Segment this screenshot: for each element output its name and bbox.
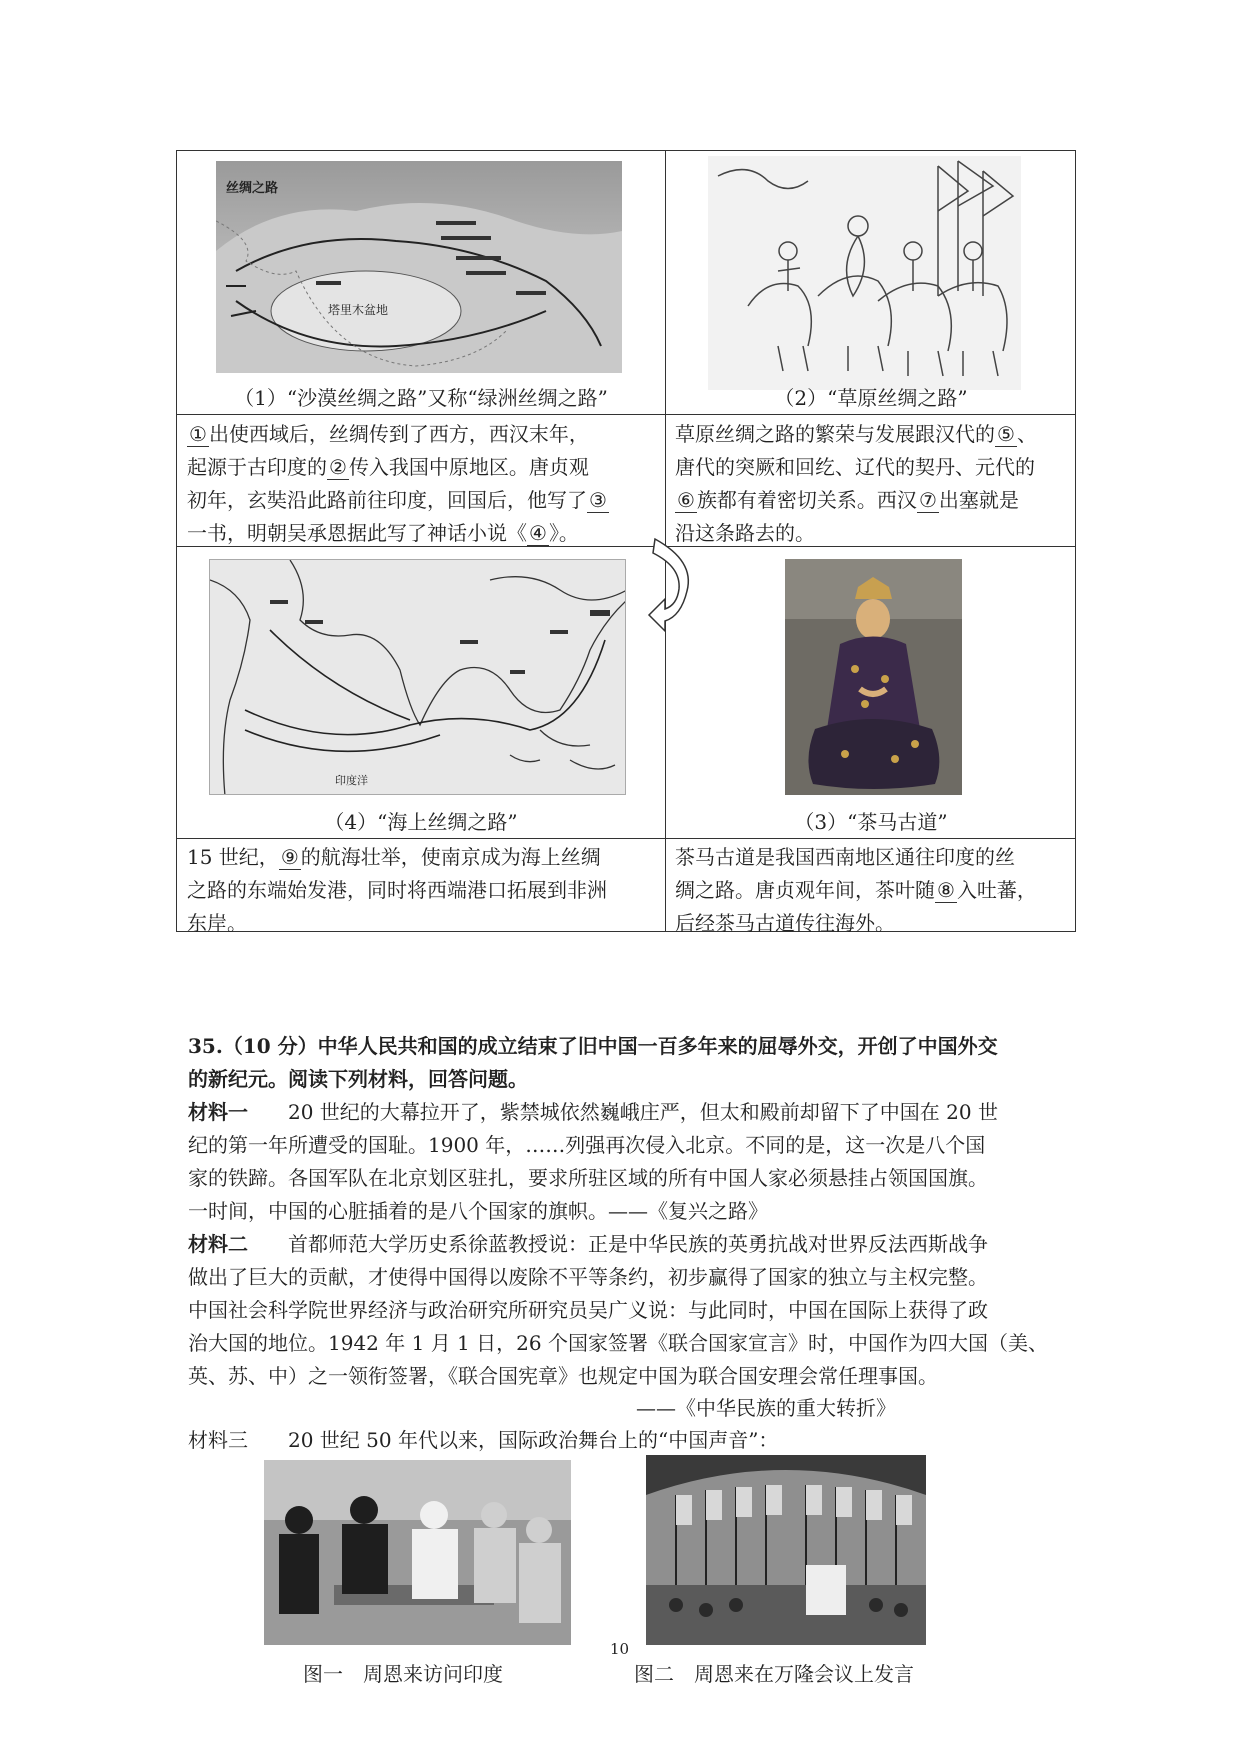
table-divider [177,414,1075,415]
text-line [187,907,657,940]
text-segment: 传入我国中原地区。唐贞观 [348,455,589,479]
blank-1: ① [189,422,207,446]
text-segment: 绸之路。唐贞观年间，茶叶随 [675,878,935,902]
map-title: 丝绸之路 [226,181,279,196]
text-line [675,484,1070,517]
blank-7: ⑦ [918,488,937,512]
text-line [187,874,657,907]
blank-6: ⑥ [677,488,695,512]
text-line [675,841,1070,874]
question-heading-line1: 35.（10 分）中华人民共和国的成立结束了旧中国一百多年来的屈辱外交，开创了中国外交 [188,1034,998,1058]
material-two-line: 英、苏、中）之一领衔签署，《联合国宪章》也规定中国为联合国安理会常任理事国。 [188,1364,938,1388]
grassland-caravan-drawing [708,156,1021,390]
text-segment: 15 世纪， [187,845,279,869]
text-segment: 的航海壮举，使南京成为海上丝绸 [300,845,601,869]
text-segment: 出使西域后，丝绸传到了西方，西汉末年， [208,422,589,446]
material-two-line: 首都师范大学历史系徐蓝教授说：正是中华民族的英勇抗战对世界反法西斯战争 [288,1232,988,1256]
text-line [675,451,1070,484]
material-two-line: 治大国的地位。1942 年 1 月 1 日，26 个国家签署《联合国家宣言》时，中国作为四大国（美、 [188,1331,1048,1355]
question-heading-line2: 的新纪元。阅读下列材料，回答问题。 [188,1067,528,1091]
blank-4: ④ [529,521,547,545]
material-three-label: 材料三 [188,1428,248,1452]
material-one-line: 纪的第一年所遭受的国耻。1900 年，……列强再次侵入北京。不同的是，这一次是八个国 [188,1133,986,1157]
table-divider [177,838,1075,839]
text-segment: 族都有着密切关系。西汉 [696,488,917,512]
text-segment: 一书，明朝吴承恩据此写了神话小说《 [187,521,527,545]
text-line [675,907,1070,940]
text-segment: 、 [1016,422,1037,446]
text-segment: 起源于古印度的 [187,455,327,479]
material-two-source: ——《中华民族的重大转折》 [636,1396,896,1420]
page-number: 10 [610,1640,630,1658]
material-one-line: 家的铁蹄。各国军队在北京划区驻扎，要求所驻区域的所有中国人家必须悬挂占领国国旗。 [188,1166,988,1190]
material-one-line: 一时间，中国的心脏插着的是八个国家的旗帜。——《复兴之路》 [188,1199,768,1223]
cell2-text [675,418,1070,550]
text-segment: 茶马古道是我国西南地区通往印度的丝 [675,845,1015,869]
maritime-silk-road-map [209,559,626,795]
photo-zhou-enlai-visits-india [264,1460,571,1645]
caption-maritime-silk-road: （4）“海上丝绸之路” [324,810,518,834]
blank-3: ③ [589,488,607,512]
map-label-ocean: 印度洋 [335,774,368,787]
text-segment: 初年，玄奘沿此路前往印度，回国后，他写了 [187,488,587,512]
text-line [187,841,657,874]
material-two-line: 做出了巨大的贡献，才使得中国得以废除不平等条约，初步赢得了国家的独立与主权完整。 [188,1265,988,1289]
text-segment: 》。 [548,521,579,545]
material-three-text: 20 世纪 50 年代以来，国际政治舞台上的“中国声音”： [288,1428,779,1452]
text-segment: 东岸。 [187,911,247,935]
tea-horse-road-statue [785,559,962,795]
text-segment: 唐代的突厥和回纥、辽代的契丹、元代的 [675,455,1035,479]
text-segment: 出塞就是 [938,488,1019,512]
material-one-label: 材料一 [188,1100,248,1124]
text-segment: 沿这条路去的。 [675,521,815,545]
text-line [187,418,657,451]
caption-desert-silk-road: （1）“沙漠丝绸之路”又称“绿洲丝绸之路” [234,386,608,410]
figure-one-caption: 图一 周恩来访问印度 [303,1662,503,1686]
text-line [675,418,1070,451]
blank-2: ② [329,455,347,479]
text-line [187,517,657,550]
material-two-line: 中国社会科学院世界经济与政治研究所研究员吴广义说：与此同时，中国在国际上获得了政 [188,1298,988,1322]
text-segment: 之路的东端始发港，同时将西端港口拓展到非洲 [187,878,607,902]
cell3-text [187,841,657,940]
text-segment: 后经茶马古道传往海外。 [675,911,895,935]
caption-tea-horse-road: （3）“茶马古道” [794,810,948,834]
blank-8: ⑧ [937,878,955,902]
blank-9: ⑨ [280,845,299,869]
material-one-line: 20 世纪的大幕拉开了，紫禁城依然巍峨庄严，但太和殿前却留下了中国在 20 世 [288,1100,998,1124]
text-segment: 入吐蕃， [956,878,1037,902]
text-line [187,451,657,484]
map-label: 塔里木盆地 [328,303,389,317]
text-segment: 草原丝绸之路的繁荣与发展跟汉代的 [675,422,995,446]
cell1-text [187,418,657,550]
material-two-label: 材料二 [188,1232,248,1256]
text-line [675,517,1070,550]
text-line [675,874,1070,907]
figure-two-caption: 图二 周恩来在万隆会议上发言 [634,1662,914,1686]
photo-zhou-enlai-bandung-speech [646,1455,926,1645]
text-line [187,484,657,517]
caption-grassland-silk-road: （2）“草原丝绸之路” [774,386,968,410]
curved-arrow-icon [647,531,697,641]
silk-road-map [216,161,622,373]
cell4-text [675,841,1070,940]
silk-road-table [176,150,1076,935]
blank-5: ⑤ [997,422,1015,446]
